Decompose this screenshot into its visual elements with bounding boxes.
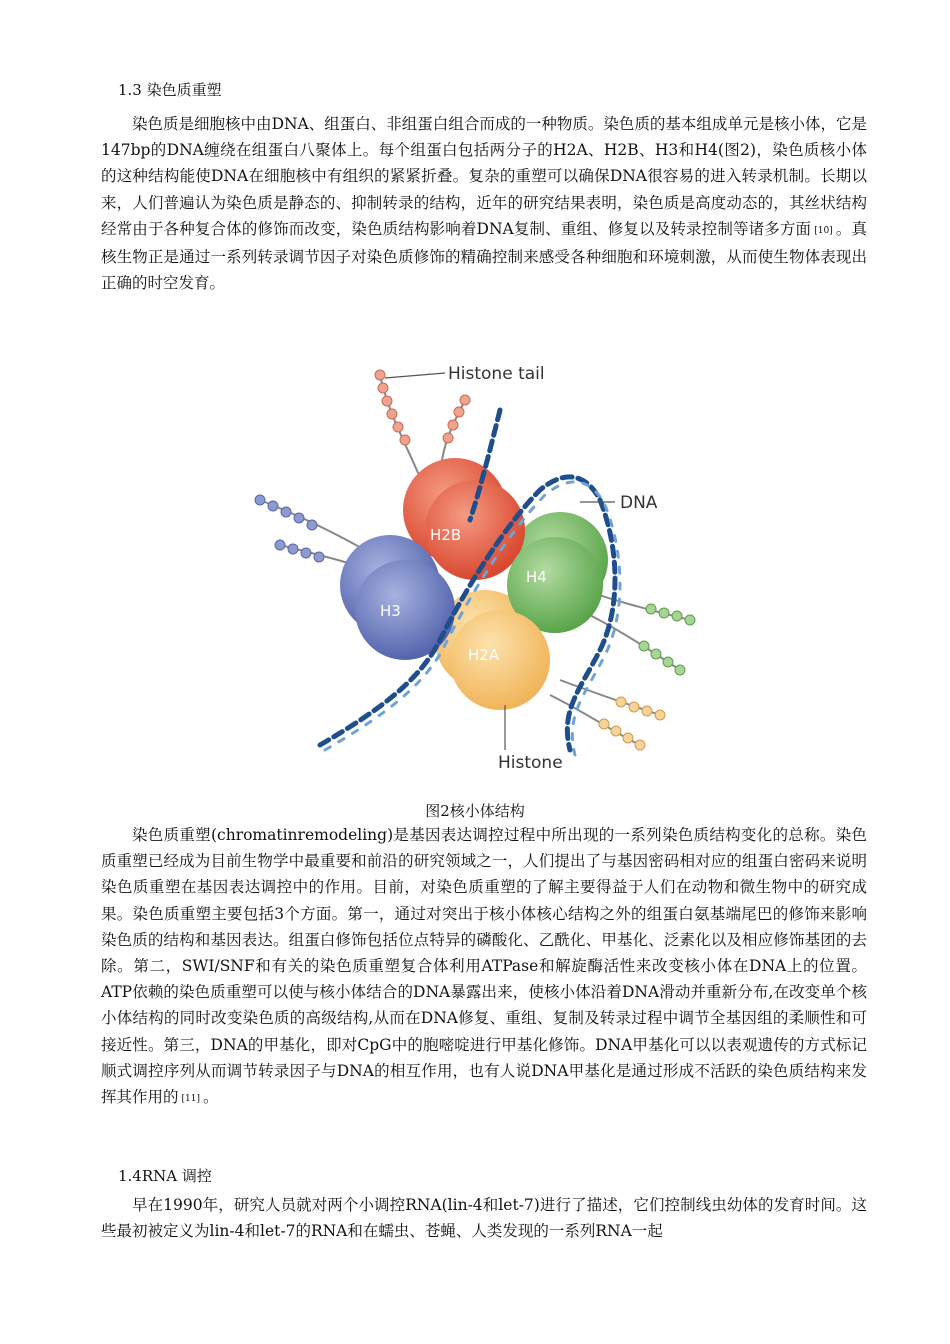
h2a-sphere (450, 610, 550, 710)
nucleosome-figure (240, 350, 720, 780)
label-h4: H4 (526, 568, 547, 586)
label-h2b: H2B (430, 526, 462, 544)
paragraph-chromatin-remodeling (101, 822, 867, 1112)
citation-ref: [11] (181, 1094, 200, 1105)
tail-beads-green (639, 604, 695, 675)
tail-beads-yellow (599, 697, 665, 750)
section-heading-1-3: 1.3 染色质重塑 (118, 81, 222, 99)
paragraph-text: 。 (203, 1088, 219, 1107)
paragraph-text: 。真核生物正是通过一系列转录调节因子对染色质修饰的精确控制来感受各种细胞和环境刺激，从而使生物体表现出正确的时空发育。 (101, 219, 867, 293)
paragraph-text: 染色质是细胞核中由DNA、组蛋白、非组蛋白组合而成的一种物质。染色质的基本组成单元是核小体，它是147bp的DNA缠绕在组蛋白八聚体上。每个组蛋白包括两分子的H2A、H2B、H3和H4(图2)，染色质核小体的这种结构能使DNA在细胞核中有组织的紧紧折叠。复杂的重塑可以确保DNA很容易的进入转录机制。长期以来，人们普遍认为染色质是静态的、抑制转录的结构，近年的研究结果表明，染色质是高度动态的，其丝状结构经常由于各种复合体的修饰而改变，染色质结构影响着DNA复制、重组、修复以及转录控制等诸多方面 (101, 115, 867, 238)
label-h3: H3 (380, 602, 401, 620)
paragraph-chromatin-intro (101, 111, 867, 296)
label-histone: Histone (498, 753, 563, 773)
paragraph-rna-regulation: 早在1990年，研究人员就对两个小调控RNA(lin-4和let-7)进行了描述，它们控制线虫幼体的发育时间。这些最初被定义为lin-4和let-7的RNA和在蠕虫、苍蝇、人类发现的一系列RNA一起 (101, 1196, 867, 1241)
paragraph-text: 染色质重塑(chromatinremodeling)是基因表达调控过程中所出现的一系列染色质结构变化的总称。染色质重塑已经成为目前生物学中最重要和前沿的研究领域之一，人们提出了与基因密码相对应的组蛋白密码来说明染色质重塑在基因表达调控中的作用。目前，对染色质重塑的了解主要得益于人们在动物和微生物中的研究成果。染色质重塑主要包括3个方面。第一，通过对突出于核小体核心结构之外的组蛋白氨基端尾巴的修饰来影响染色质的结构和基因表达。组蛋白修饰包括位点特异的磷酸化、乙酰化、甲基化、泛素化以及相应修饰基团的去除。第二，SWI/SNF和有关的染色质重塑复合体利用ATPase和解旋酶活性来改变核小体在DNA上的位置。ATP依赖的染色质重塑可以使与核小体结合的DNA暴露出来，使核小体沿着DNA滑动并重新分布,在改变单个核小体结构的同时改变染色质的高级结构,从而在DNA修复、重组、复制及转录过程中调节全基因组的柔顺性和可接近性。第三，DNA的甲基化，即对CpG中的胞嘧啶进行甲基化修饰。DNA甲基化可以以表观遗传的方式标记顺式调控序列从而调节转录因子与DNA的相互作用，也有人说DNA甲基化是通过形成不活跃的染色质结构来发挥其作用的 (101, 826, 867, 1107)
h3-sphere (355, 560, 455, 660)
tail-beads-blue (255, 495, 324, 562)
label-h2a: H2A (468, 646, 500, 664)
section-heading-1-4: 1.4RNA 调控 (118, 1167, 212, 1185)
label-dna: DNA (620, 493, 658, 513)
figure-caption: 图2核小体结构 (425, 802, 525, 820)
nucleosome-diagram (240, 350, 720, 780)
label-histone-tail: Histone tail (448, 364, 545, 384)
citation-ref: [10] (814, 225, 833, 236)
